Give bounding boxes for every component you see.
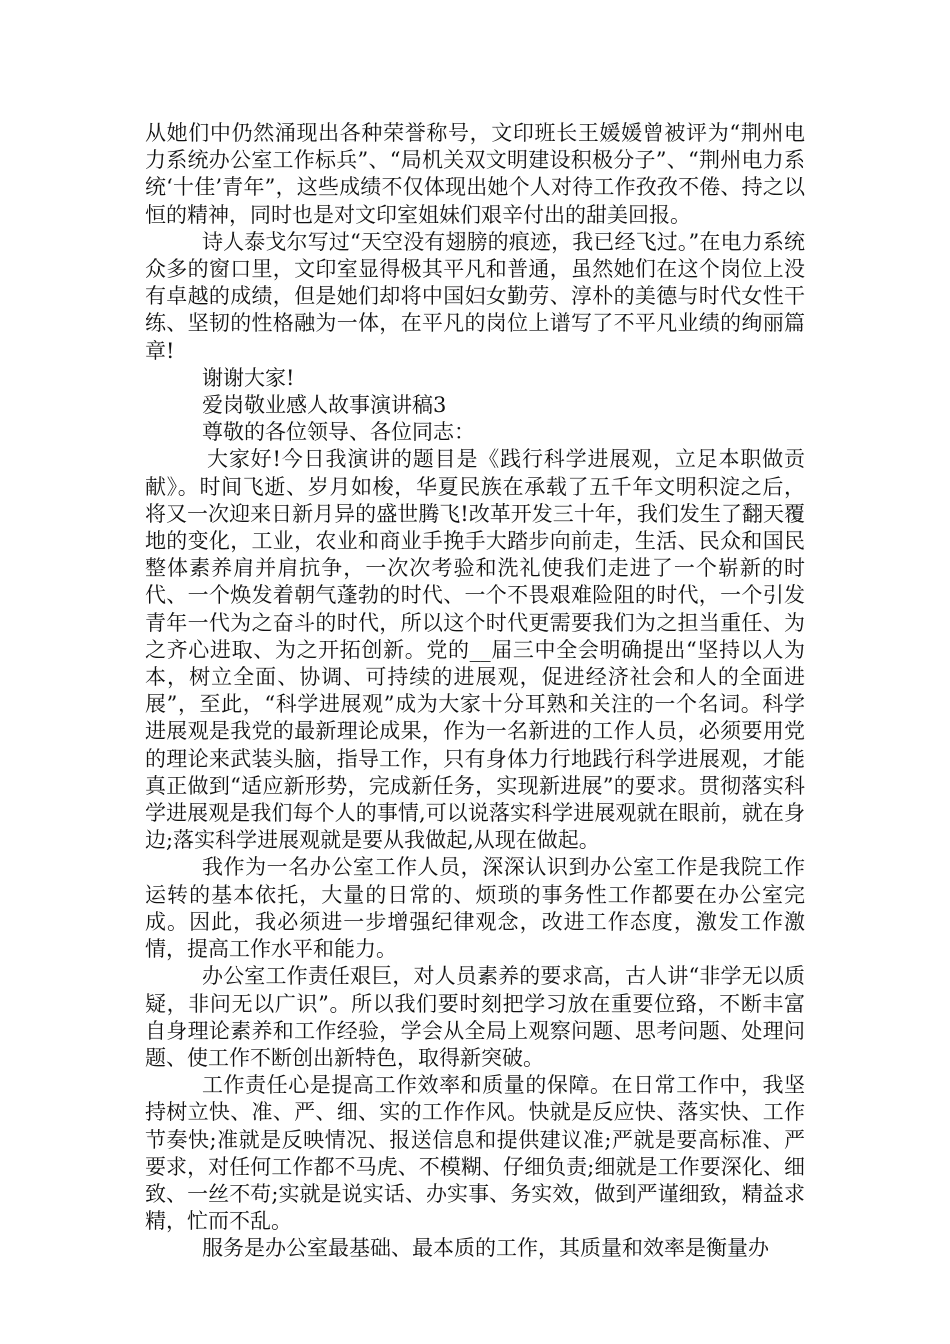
salutation: 尊敬的各位领导、各位同志： — [202, 420, 475, 445]
document-page — [145, 120, 805, 1263]
paragraph-greeting: 大家好!今日我演讲的题目是《践行科学进展观，立足本职做贡献》。时间飞逝、岁月如梭，华夏民族在承载了五千年文明积淀之后，将又一次迎来日新月异的盛世腾飞!改革开发三十年，我们发生了翻天覆地的变化，工业，农业和商业手挽手大踏步向前走，生活、民众和国民整体素养肩并肩抗争，一次次考验和洗礼使我们走进了一个崭新的时代、一个焕发着朝气蓬勃的时代、一个不畏艰难险阻的时代，一个引发青年一代为之奋斗的时代，所以这个时代更需要我们为之担当重任、为之齐心进取、为之开拓创新。党的__届三中全会明确提出“坚持以人为本，树立全面、协调、可持续的进展观，促进经济社会和人的全面进展”，至此，“科学进展观”成为大家十分耳熟和关注的一个名词。科学进展观是我党的最新理论成果，作为一名新进的工作人员，必须要用党的理论来武装头脑，指导工作，只有身体力行地践行科学进展观，才能真正做到“适应新形势，完成新任务，实现新进展”的要求。贯彻落实科学进展观是我们每个人的事情,可以说落实科学进展观就在眼前，就在身边;落实科学进展观就是要从我做起,从现在做起。 — [145, 447, 805, 853]
paragraph-thanks: 谢谢大家! — [202, 365, 295, 390]
speech-title: 爱岗敬业感人故事演讲稿3 — [202, 393, 447, 418]
paragraph-responsibility: 工作责任心是提高工作效率和质量的保障。在日常工作中，我坚持树立快、准、严、细、实的工作作风。快就是反应快、落实快、工作节奏快;准就是反映情况、报送信息和提供建议准;严就是要高标准、严要求，对任何工作都不马虎、不模糊、仔细负责;细就是工作要深化、细致、一丝不苟;实就是说实话、办实事、务实效，做到严谨细致，精益求精，忙而不乱。 — [145, 1073, 805, 1234]
paragraph-office-role: 我作为一名办公室工作人员，深深认识到办公室工作是我院工作运转的基本依托，大量的日常的、烦琐的事务性工作都要在办公室完成。因此，我必须进一步增强纪律观念，改进工作态度，激发工作激情，提高工作水平和能力。 — [145, 855, 805, 962]
paragraph-learning: 办公室工作责任艰巨，对人员素养的要求高，古人讲“非学无以质疑，非问无以广识”。所以我们要时刻把学习放在重要位臵，不断丰富自身理论素养和工作经验，学会从全局上观察问题、思考问题、处理问题、使工作不断创出新特色，取得新突破。 — [145, 964, 805, 1070]
paragraph-honors: 从她们中仍然涌现出各种荣誉称号，文印班长王媛媛曾被评为“荆州电力系统办公室工作标兵”、“局机关双文明建设积极分子”、“荆州电力系统‘十佳’青年”，这些成绩不仅体现出她个人对待工作孜孜不倦、持之以恒的精神，同时也是对文印室姐妹们艰辛付出的甜美回报。 — [145, 121, 805, 227]
paragraph-tagore: 诗人泰戈尔写过“天空没有翅膀的痕迹，我已经飞过。”在电力系统众多的窗口里，文印室显得极其平凡和普通，虽然她们在这个岗位上没有卓越的成绩，但是她们却将中国妇女勤劳、淳朴的美德与时代女性干练、坚韧的性格融为一体，在平凡的岗位上谱写了不平凡业绩的绚丽篇章! — [145, 229, 805, 363]
paragraph-service: 服务是办公室最基础、最本质的工作，其质量和效率是衡量办 — [202, 1236, 769, 1261]
